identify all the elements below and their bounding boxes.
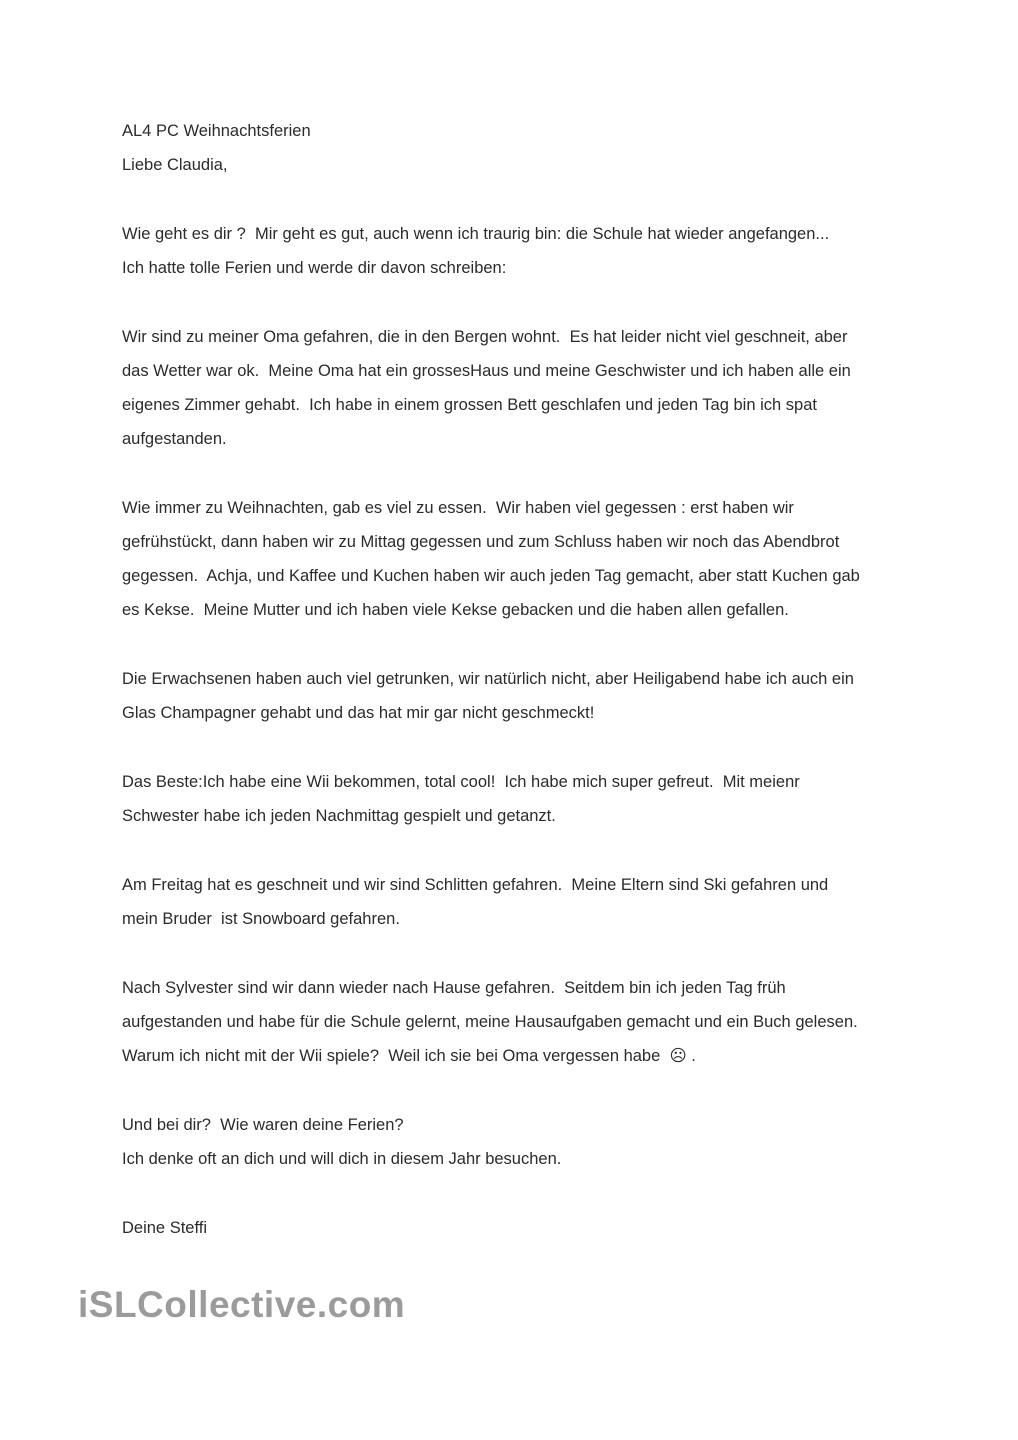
paragraph-sylvester: [122, 971, 912, 1073]
letter-line: es Kekse. Meine Mutter und ich haben viele Kekse gebacken und die haben allen gefallen.: [122, 601, 789, 619]
letter-signature-block: [122, 1211, 912, 1245]
paragraph-essen: [122, 491, 912, 627]
letter-salutation: Liebe Claudia,: [122, 156, 228, 174]
paragraph-wii: [122, 765, 912, 833]
letter-line: Schwester habe ich jeden Nachmittag gespielt und getanzt.: [122, 807, 556, 825]
letter-line: das Wetter war ok. Meine Oma hat ein grossesHaus und meine Geschwister und ich haben alle ein: [122, 362, 851, 380]
letter-line: Nach Sylvester sind wir dann wieder nach Hause gefahren. Seitdem bin ich jeden Tag früh: [122, 979, 786, 997]
islcollective-watermark: iSLCollective.com: [78, 1284, 406, 1325]
letter-line: aufgestanden.: [122, 430, 227, 448]
letter-line: Am Freitag hat es geschneit und wir sind Schlitten gefahren. Meine Eltern sind Ski gefahren und: [122, 876, 829, 894]
letter-line: gefrühstückt, dann haben wir zu Mittag gegessen und zum Schluss haben wir noch das Abendbrot: [122, 533, 840, 551]
paragraph-frage: [122, 1108, 912, 1176]
letter-line: Wie immer zu Weihnachten, gab es viel zu essen. Wir haben viel gegessen : erst haben wir: [122, 499, 794, 517]
letter-header-block: [122, 114, 912, 182]
letter-line: mein Bruder ist Snowboard gefahren.: [122, 910, 400, 928]
paragraph-getrunken: [122, 662, 912, 730]
letter-line: Das Beste:Ich habe eine Wii bekommen, total cool! Ich habe mich super gefreut. Mit meienr: [122, 773, 800, 791]
letter-line: Wie geht es dir ? Mir geht es gut, auch wenn ich traurig bin: die Schule hat wieder angefangen...: [122, 225, 830, 243]
letter-line: Glas Champagner gehabt und das hat mir gar nicht geschmeckt!: [122, 704, 595, 722]
letter-signature: Deine Steffi: [122, 1219, 207, 1237]
letter-line: aufgestanden und habe für die Schule gelernt, meine Hausaufgaben gemacht und ein Buch gelesen.: [122, 1013, 858, 1031]
letter-body: [122, 114, 912, 1280]
letter-line: Und bei dir? Wie waren deine Ferien?: [122, 1116, 404, 1134]
letter-title: AL4 PC Weihnachtsferien: [122, 122, 311, 140]
letter-line: Ich denke oft an dich und will dich in diesem Jahr besuchen.: [122, 1150, 562, 1168]
letter-line-with-sad-face-icon: Warum ich nicht mit der Wii spiele? Weil ich sie bei Oma vergessen habe ☹ .: [122, 1047, 696, 1065]
paragraph-intro: [122, 217, 912, 285]
paragraph-schlitten: [122, 868, 912, 936]
letter-line: gegessen. Achja, und Kaffee und Kuchen haben wir auch jeden Tag gemacht, aber statt Kuchen gab: [122, 567, 860, 585]
letter-line: eigenes Zimmer gehabt. Ich habe in einem grossen Bett geschlafen und jeden Tag bin ich spat: [122, 396, 817, 414]
paragraph-oma: [122, 320, 912, 456]
letter-line: Die Erwachsenen haben auch viel getrunken, wir natürlich nicht, aber Heiligabend habe ich auch ein: [122, 670, 854, 688]
letter-line: Wir sind zu meiner Oma gefahren, die in den Bergen wohnt. Es hat leider nicht viel geschneit, aber: [122, 328, 848, 346]
letter-line: Ich hatte tolle Ferien und werde dir davon schreiben:: [122, 259, 507, 277]
